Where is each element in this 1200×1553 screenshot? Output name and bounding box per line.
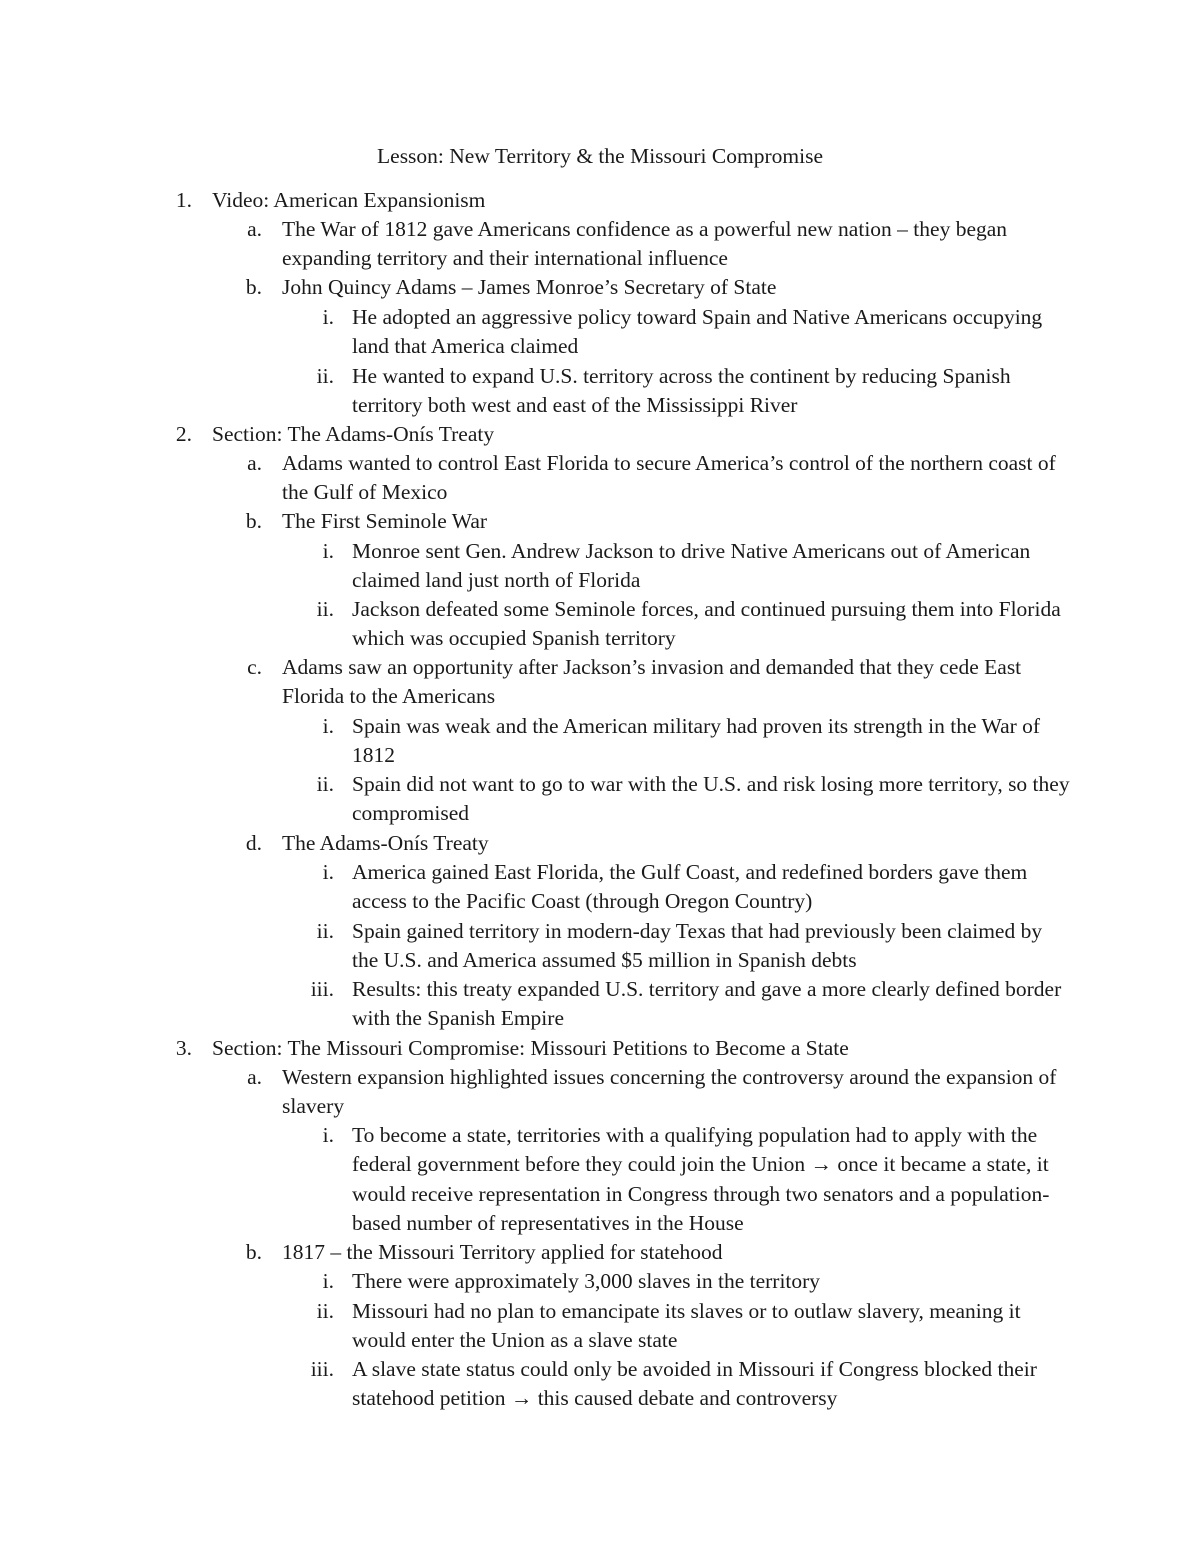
subitem-text: Missouri had no plan to emancipate its slaves or to outlaw slavery, meaning it would enter the Union as a slave state <box>352 1299 1021 1353</box>
item-text: Adams wanted to control East Florida to secure America’s control of the northern coast of the Gulf of Mexico <box>282 451 1056 505</box>
item-text: The War of 1812 gave Americans confidence as a powerful new nation – they began expanding territory and their international influence <box>282 217 1008 271</box>
section-number: 2. <box>175 422 192 446</box>
subitem-text: Jackson defeated some Seminole forces, and continued pursuing them into Florida which was occupied Spanish territory <box>352 597 1061 651</box>
item-text: 1817 – the Missouri Territory applied for statehood <box>282 1240 723 1264</box>
item-text: Adams saw an opportunity after Jackson’s invasion and demanded that they cede East Florida to the Americans <box>282 655 1022 709</box>
subitem-text: He adopted an aggressive policy toward Spain and Native Americans occupying land that America claimed <box>352 305 1043 359</box>
subitem-marker: ii. <box>316 919 334 943</box>
item-marker: b. <box>245 275 262 299</box>
subitem-marker: i. <box>322 860 334 884</box>
item-text: Western expansion highlighted issues concerning the controversy around the expansion of slavery <box>282 1065 1057 1119</box>
section-heading: Section: The Missouri Compromise: Missouri Petitions to Become a State <box>212 1036 849 1060</box>
subitem-text: There were approximately 3,000 slaves in the territory <box>352 1269 821 1293</box>
page-title: Lesson: New Territory & the Missouri Compromise <box>377 144 823 168</box>
subitem-text: Monroe sent Gen. Andrew Jackson to drive Native Americans out of American claimed land just north of Florida <box>352 539 1031 593</box>
subitem-text: To become a state, territories with a qualifying population had to apply with the federal government before they could join the Union → once it became a state, it would receive representation in Congress through two senators and a population-based number of representatives in the House <box>352 1123 1050 1235</box>
subitem-marker: ii. <box>316 1299 334 1323</box>
subitem-marker: i. <box>322 714 334 738</box>
subitem-text: America gained East Florida, the Gulf Coast, and redefined borders gave them access to the Pacific Coast (through Oregon Country) <box>352 860 1028 914</box>
section-heading: Section: The Adams-Onís Treaty <box>212 422 495 446</box>
item-marker: a. <box>247 217 262 241</box>
item-marker: a. <box>247 1065 262 1089</box>
subitem-marker: iii. <box>310 977 334 1001</box>
subitem-marker: ii. <box>316 364 334 388</box>
subitem-text: Spain gained territory in modern-day Texas that had previously been claimed by the U.S. and America assumed $5 million in Spanish debts <box>352 919 1043 973</box>
subitem-marker: i. <box>322 1123 334 1147</box>
subitem-marker: ii. <box>316 597 334 621</box>
item-marker: a. <box>247 451 262 475</box>
item-marker: b. <box>245 1240 262 1264</box>
subitem-marker: iii. <box>310 1357 334 1381</box>
section-heading: Video: American Expansionism <box>212 188 486 212</box>
section-number: 1. <box>175 188 192 212</box>
subitem-text: A slave state status could only be avoided in Missouri if Congress blocked their statehood petition → this caused debate and controversy <box>352 1357 1037 1411</box>
subitem-marker: ii. <box>316 772 334 796</box>
item-text: John Quincy Adams – James Monroe’s Secretary of State <box>282 275 777 299</box>
subitem-marker: i. <box>322 539 334 563</box>
item-text: The Adams-Onís Treaty <box>282 831 489 855</box>
item-marker: d. <box>245 831 262 855</box>
subitem-text: Results: this treaty expanded U.S. territory and gave a more clearly defined border with the Spanish Empire <box>352 977 1062 1031</box>
item-marker: b. <box>245 509 262 533</box>
subitem-marker: i. <box>322 1269 334 1293</box>
subitem-text: He wanted to expand U.S. territory across the continent by reducing Spanish territory both west and east of the Mississippi River <box>352 364 1011 418</box>
section-number: 3. <box>175 1036 192 1060</box>
item-marker: c. <box>247 655 262 679</box>
subitem-marker: i. <box>322 305 334 329</box>
item-text: The First Seminole War <box>282 509 488 533</box>
subitem-text: Spain was weak and the American military had proven its strength in the War of 1812 <box>352 714 1041 768</box>
subitem-text: Spain did not want to go to war with the U.S. and risk losing more territory, so they compromised <box>352 772 1070 826</box>
